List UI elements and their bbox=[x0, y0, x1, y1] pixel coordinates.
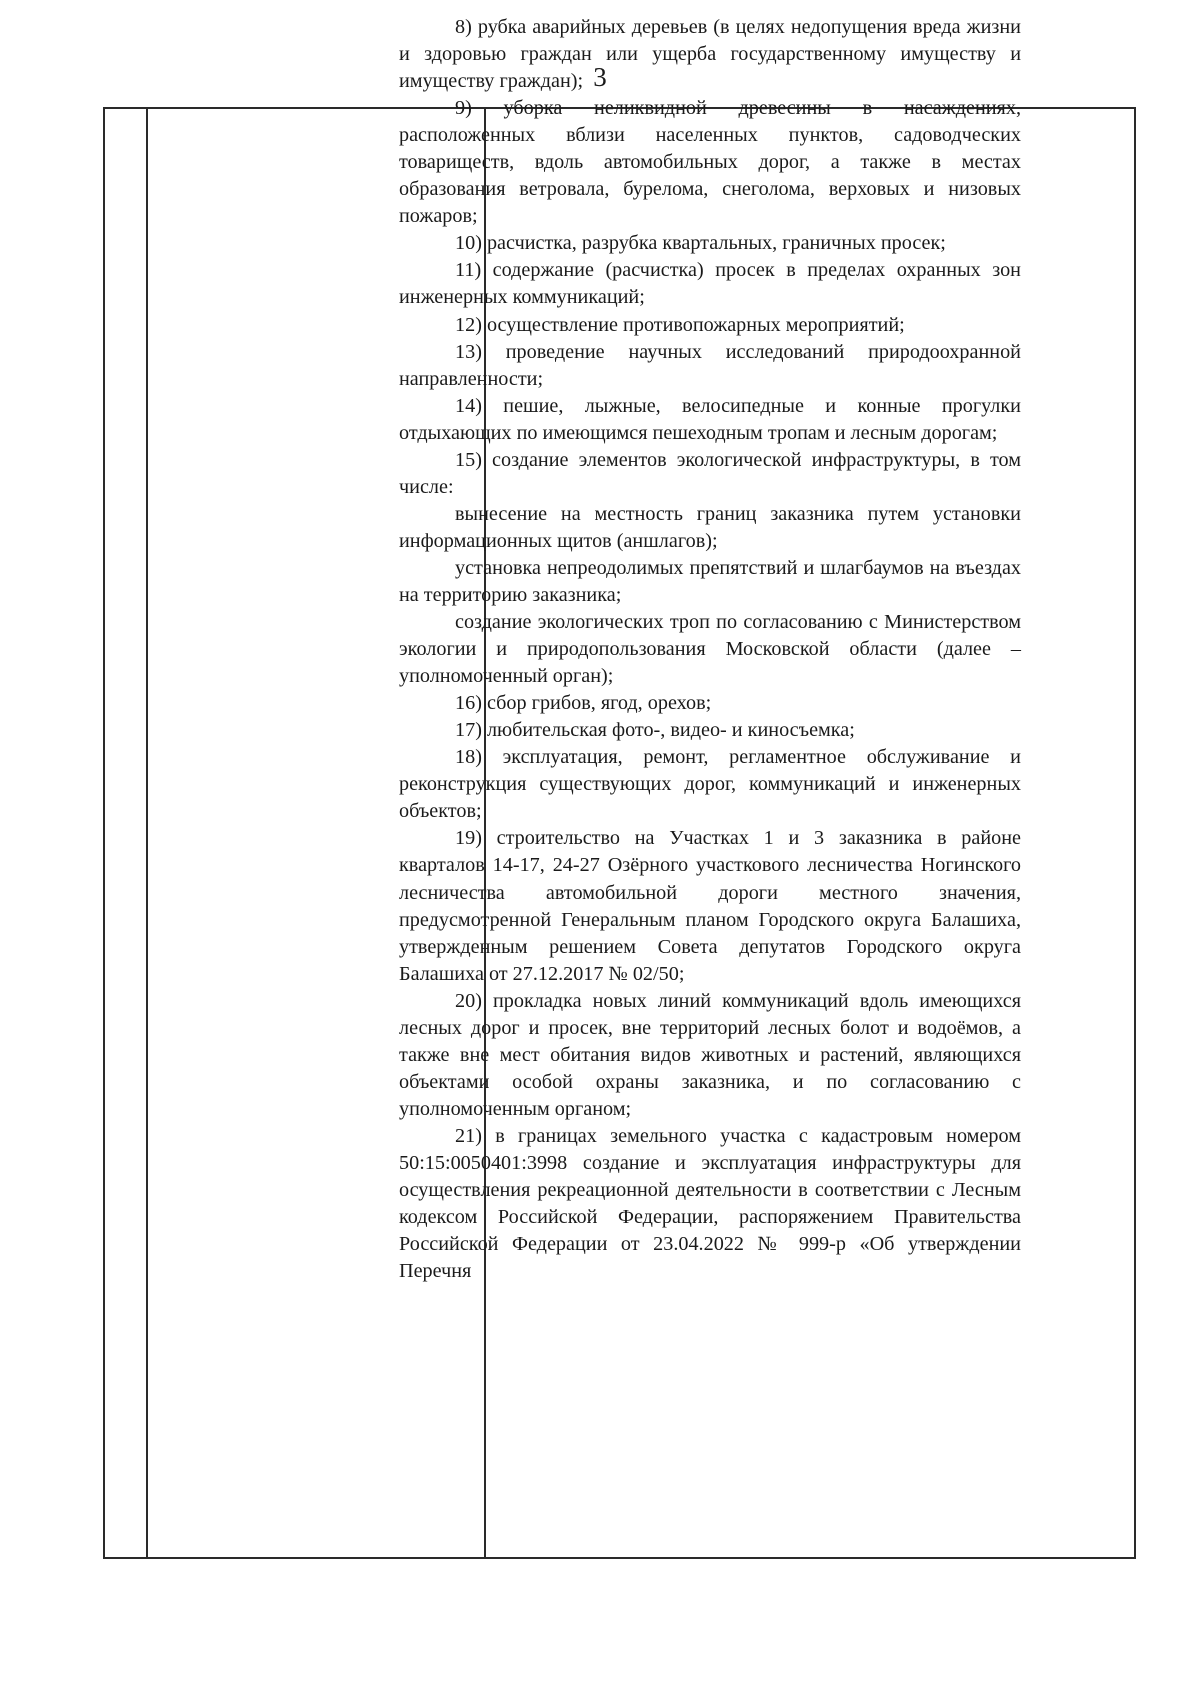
paragraph-item-20: 20) прокладка новых линий коммуникаций вдоль имеющихся лесных дорог и просек, вне территорий лесных болот и водоёмов, а также вне мест обитания видов животных и растений, являющихся объектами особой охраны заказника, и по согласованию с уполномоченным органом; bbox=[399, 989, 1021, 1120]
paragraph-item-17: 17) любительская фото-, видео- и киносъемка; bbox=[455, 719, 855, 742]
paragraph-item-12: 12) осуществление противопожарных мероприятий; bbox=[455, 313, 905, 336]
page-number: 3 bbox=[593, 62, 607, 92]
paragraph-item-14: 14) пешие, лыжные, велосипедные и конные прогулки отдыхающих по имеющимся пешеходным тропам и лесным дорогам; bbox=[399, 394, 1021, 444]
paragraph-item-18: 18) эксплуатация, ремонт, регламентное обслуживание и реконструкция существующих дорог, коммуникаций и инженерных объектов; bbox=[399, 746, 1021, 823]
paragraph-item-13: 13) проведение научных исследований природоохранной направленности; bbox=[399, 340, 1021, 390]
paragraph-subitem-barriers: установка непреодолимых препятствий и шлагбаумов на въездах на территорию заказника; bbox=[399, 556, 1021, 606]
paragraph-item-16: 16) сбор грибов, ягод, орехов; bbox=[455, 692, 712, 715]
paragraph-item-21: 21) в границах земельного участка с кадастровым номером 50:15:0050401:3998 создание и эксплуатация инфраструктуры для осуществления рекреационной деятельности в соответствии с Лесным кодексом Российской Федерации, распоряжением Правительства Российской Федерации от 23.04.2022 № 999-р «Об утверждении Перечня bbox=[399, 1124, 1021, 1283]
paragraph-item-15: 15) создание элементов экологической инфраструктуры, в том числе: bbox=[399, 448, 1021, 498]
paragraph-item-19: 19) строительство на Участках 1 и 3 заказника в районе кварталов 14-17, 24-27 Озёрного участкового лесничества Ногинского лесничества автомобильной дороги местного значения, предусмотренной Генеральным планом Городского округа Балашиха, утвержденным решением Совета депутатов Городского округа Балашиха от 27.12.2017 № 02/50; bbox=[399, 827, 1021, 985]
paragraph-item-8: 8) рубка аварийных деревьев (в целях недопущения вреда жизни и здоровью граждан или ущерба государственному имуществу и имуществу граждан); bbox=[399, 16, 1021, 93]
table-column-divider bbox=[146, 109, 148, 1557]
paragraph-subitem-trails: создание экологических троп по согласованию с Министерством экологии и природопользования Московской области (далее – уполномоченный орган); bbox=[399, 611, 1021, 688]
paragraph-subitem-signs: вынесение на местность границ заказника путем установки информационных щитов (аншлагов); bbox=[399, 502, 1021, 552]
paragraph-item-9: 9) уборка неликвидной древесины в насаждениях, расположенных вблизи населенных пунктов, садоводческих товариществ, вдоль автомобильных дорог, а также в местах образования ветровала, бурелома, снеголома, верховых и низовых пожаров; bbox=[399, 97, 1021, 228]
paragraph-item-11: 11) содержание (расчистка) просек в пределах охранных зон инженерных коммуникаций; bbox=[399, 259, 1021, 309]
paragraph-item-10: 10) расчистка, разрубка квартальных, граничных просек; bbox=[455, 232, 946, 255]
table-text-cell bbox=[399, 14, 1021, 1285]
